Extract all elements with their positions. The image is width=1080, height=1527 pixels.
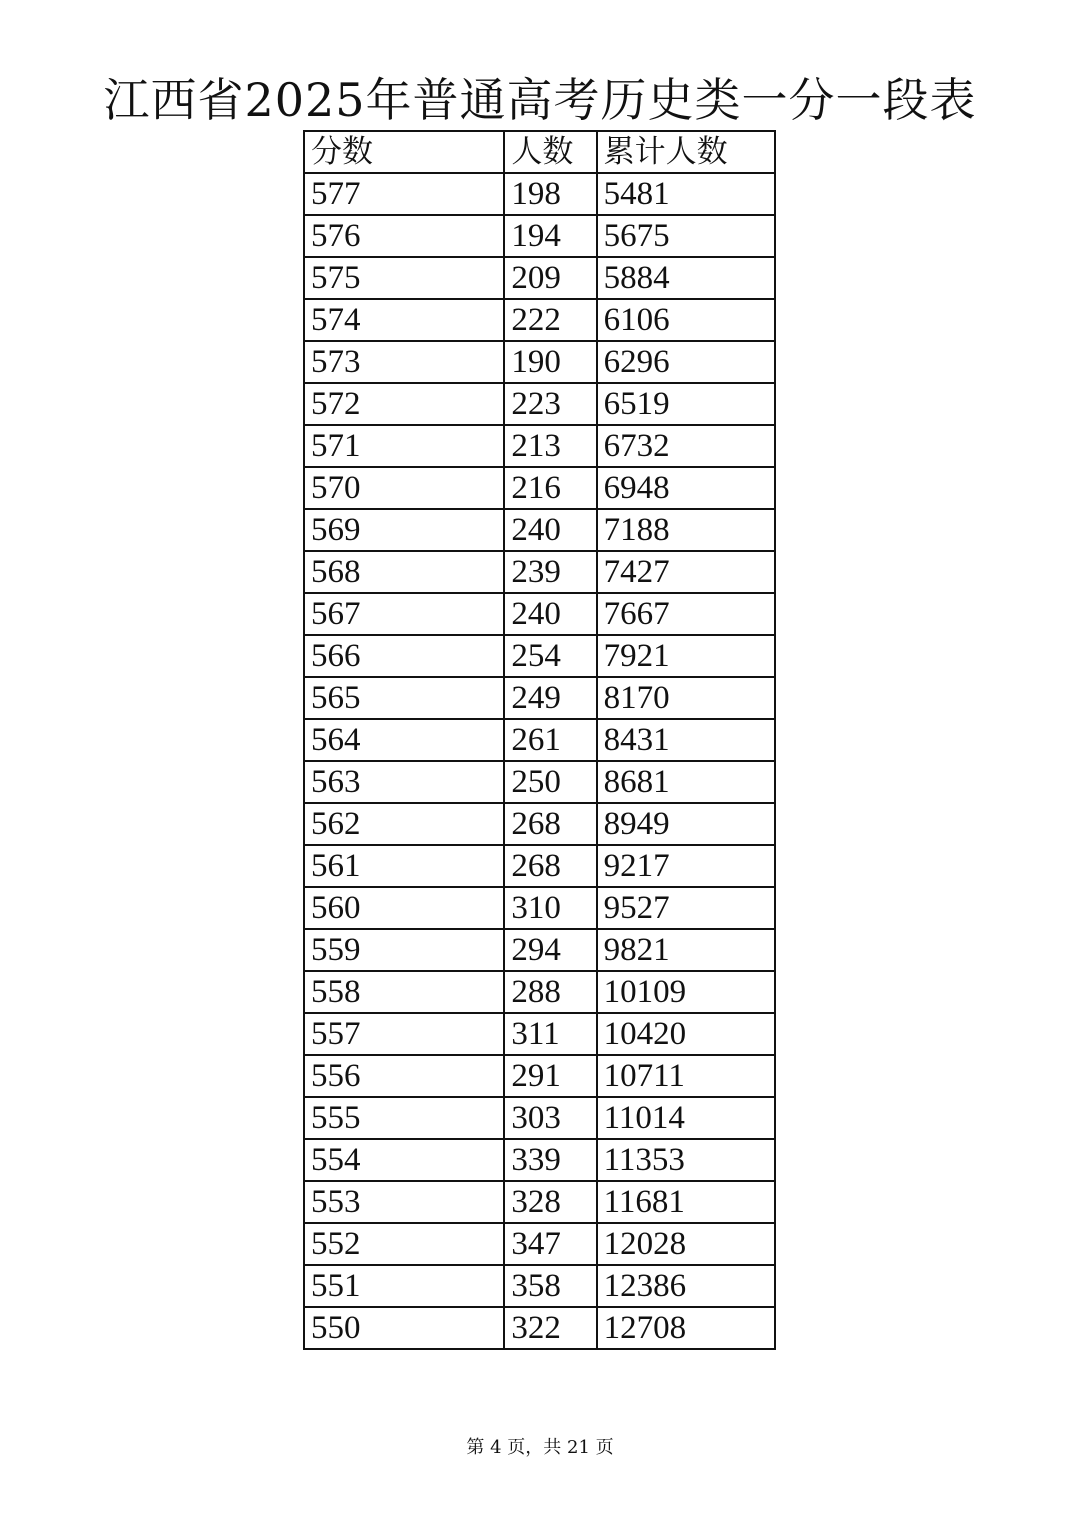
table-row: [304, 677, 775, 719]
score-cell: 567: [304, 593, 504, 635]
cumulative-count-cell: 10711: [597, 1055, 775, 1097]
table-row: [304, 299, 775, 341]
score-cell: 566: [304, 635, 504, 677]
count-cell: 240: [504, 509, 596, 551]
cumulative-count-cell: 9217: [597, 845, 775, 887]
score-cell: 574: [304, 299, 504, 341]
table-row: [304, 635, 775, 677]
cumulative-count-cell: 6296: [597, 341, 775, 383]
count-cell: 347: [504, 1223, 596, 1265]
count-cell: 358: [504, 1265, 596, 1307]
page-title: 江西省2025年普通高考历史类一分一段表: [103, 73, 977, 127]
count-cell: 268: [504, 803, 596, 845]
score-cell: 558: [304, 971, 504, 1013]
cumulative-count-cell: 9821: [597, 929, 775, 971]
cumulative-count-cell: 8949: [597, 803, 775, 845]
table-row: [304, 971, 775, 1013]
score-cell: 550: [304, 1307, 504, 1349]
header-count: 人数: [504, 131, 596, 173]
cumulative-count-cell: 7921: [597, 635, 775, 677]
cumulative-count-cell: 6948: [597, 467, 775, 509]
table-row: [304, 215, 775, 257]
count-cell: 339: [504, 1139, 596, 1181]
count-cell: 294: [504, 929, 596, 971]
cumulative-count-cell: 7667: [597, 593, 775, 635]
cumulative-count-cell: 8170: [597, 677, 775, 719]
score-cell: 570: [304, 467, 504, 509]
table-row: [304, 1181, 775, 1223]
table-row: [304, 467, 775, 509]
count-cell: 250: [504, 761, 596, 803]
cumulative-count-cell: 10420: [597, 1013, 775, 1055]
cumulative-count-cell: 8431: [597, 719, 775, 761]
cumulative-count-cell: 5884: [597, 257, 775, 299]
score-cell: 572: [304, 383, 504, 425]
cumulative-count-cell: 8681: [597, 761, 775, 803]
table-row: [304, 1097, 775, 1139]
count-cell: 209: [504, 257, 596, 299]
table-row: [304, 425, 775, 467]
count-cell: 291: [504, 1055, 596, 1097]
score-cell: 562: [304, 803, 504, 845]
cumulative-count-cell: 5481: [597, 173, 775, 215]
table-row: [304, 593, 775, 635]
cumulative-count-cell: 7188: [597, 509, 775, 551]
cumulative-count-cell: 6732: [597, 425, 775, 467]
cumulative-count-cell: 6519: [597, 383, 775, 425]
score-cell: 559: [304, 929, 504, 971]
table-body: [304, 173, 775, 1349]
cumulative-count-cell: 12028: [597, 1223, 775, 1265]
table-row: [304, 257, 775, 299]
score-cell: 563: [304, 761, 504, 803]
table-row: [304, 887, 775, 929]
score-cell: 565: [304, 677, 504, 719]
table-row: [304, 1055, 775, 1097]
score-cell: 573: [304, 341, 504, 383]
table-header-row: [304, 131, 775, 173]
table-row: [304, 1265, 775, 1307]
table-row: [304, 845, 775, 887]
count-cell: 198: [504, 173, 596, 215]
cumulative-count-cell: 12386: [597, 1265, 775, 1307]
count-cell: 322: [504, 1307, 596, 1349]
table-row: [304, 341, 775, 383]
score-cell: 561: [304, 845, 504, 887]
count-cell: 240: [504, 593, 596, 635]
table-row: [304, 551, 775, 593]
count-cell: 288: [504, 971, 596, 1013]
table-row: [304, 1139, 775, 1181]
table-row: [304, 929, 775, 971]
cumulative-count-cell: 11353: [597, 1139, 775, 1181]
score-cell: 569: [304, 509, 504, 551]
page-footer: 第 4 页，共 21 页: [466, 1437, 614, 1458]
score-cell: 553: [304, 1181, 504, 1223]
count-cell: 216: [504, 467, 596, 509]
table-row: [304, 383, 775, 425]
table-row: [304, 1223, 775, 1265]
score-cell: 568: [304, 551, 504, 593]
cumulative-count-cell: 11014: [597, 1097, 775, 1139]
count-cell: 239: [504, 551, 596, 593]
cumulative-count-cell: 12708: [597, 1307, 775, 1349]
table-row: [304, 761, 775, 803]
score-cell: 575: [304, 257, 504, 299]
count-cell: 310: [504, 887, 596, 929]
count-cell: 190: [504, 341, 596, 383]
cumulative-count-cell: 10109: [597, 971, 775, 1013]
count-cell: 303: [504, 1097, 596, 1139]
cumulative-count-cell: 6106: [597, 299, 775, 341]
table-row: [304, 1013, 775, 1055]
header-cumulative: 累计人数: [597, 131, 775, 173]
count-cell: 223: [504, 383, 596, 425]
score-cell: 557: [304, 1013, 504, 1055]
count-cell: 249: [504, 677, 596, 719]
score-cell: 560: [304, 887, 504, 929]
table-row: [304, 803, 775, 845]
count-cell: 261: [504, 719, 596, 761]
table-row: [304, 509, 775, 551]
table-row: [304, 719, 775, 761]
cumulative-count-cell: 7427: [597, 551, 775, 593]
count-cell: 222: [504, 299, 596, 341]
score-cell: 571: [304, 425, 504, 467]
count-cell: 311: [504, 1013, 596, 1055]
score-cell: 577: [304, 173, 504, 215]
count-cell: 268: [504, 845, 596, 887]
cumulative-count-cell: 11681: [597, 1181, 775, 1223]
count-cell: 194: [504, 215, 596, 257]
score-cell: 564: [304, 719, 504, 761]
cumulative-count-cell: 9527: [597, 887, 775, 929]
cumulative-count-cell: 5675: [597, 215, 775, 257]
score-distribution-table: [303, 130, 776, 1350]
score-cell: 576: [304, 215, 504, 257]
score-cell: 552: [304, 1223, 504, 1265]
header-score: 分数: [304, 131, 504, 173]
table-row: [304, 173, 775, 215]
score-cell: 556: [304, 1055, 504, 1097]
count-cell: 213: [504, 425, 596, 467]
score-cell: 551: [304, 1265, 504, 1307]
table-row: [304, 1307, 775, 1349]
score-cell: 554: [304, 1139, 504, 1181]
count-cell: 254: [504, 635, 596, 677]
count-cell: 328: [504, 1181, 596, 1223]
score-cell: 555: [304, 1097, 504, 1139]
